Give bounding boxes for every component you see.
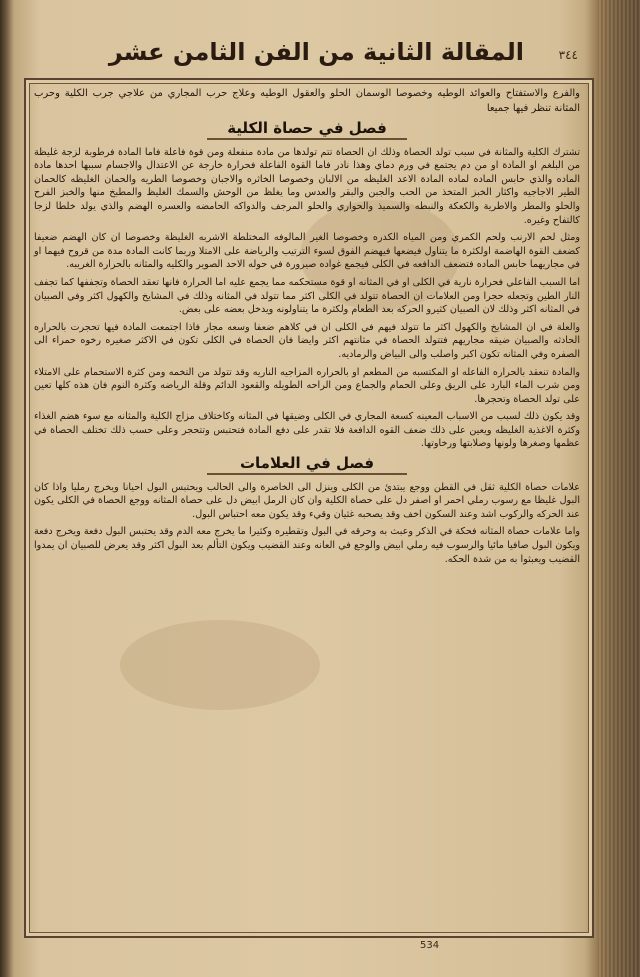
page-number: 534 [420,940,440,951]
paragraph: والعلة في ان المشايخ والكهول اكثر ما تتولد فيهم في الكلى ان في كلاهم ضعفا وسعه مجار فاذا اجتمعت المادة فيها تحجرت بالحراره الحادثه والصبيان ضيقه مجاريهم فتتولد الحصاة في مثانتهم اكثر وايضا فان الحصاة في الكلى تكون في الاكثر صغيره رخوه حمراء الى الصفره وفي المثانه تكون اكبر واصلب والى البياض والرماديه. [34,321,580,360]
title-underline [207,473,407,475]
paragraph: اما السبب الفاعلي فحرارة نارية في الكلى او في المثانه او قوة مستحكمه مما يجمع عليه اما الحرارة فانها تعقد الحصاة وتجففها كما تجفف النار الطين وتجعله حجرا ومن العلامات ان الحصاة تتولد في الكلى اكثر مما تتولد في المثانه وذلك في المشايخ والكهول اكثر وفي الصبيان في المثانه اكثر وذلك لان الصبيان كثيرو الحركه بعد الطعام ولكثرة ما يتناولونه ويدخل بعضه على بعض. [34,276,580,316]
paragraph: ومثل لحم الارنب ولحم الكمري ومن المياه الكدره وخصوصا الغير المالوفه المختلطة الاشربه الغليظة وخصوصا ان كان الهضم ضعيفا كضعف القوة الهاضمة اولكثرة ما يتناول فيضعها فيهضم الفوق لسوء الترتيب والرياضة على الامتلا وربما كانت المادة مدة من قروح فيهما او في مجاريهما حابس الماده فتضعف الدافعه في الكلى فيجمع غواده صيرورة في حوله الاحد الصوير والكليه والمثانه بالحرارة الغريبه. [34,232,580,271]
section-title-text: فصل في حصاة الكلية [227,119,387,137]
running-title: المقالة الثانية من الفن الثامن عشر [108,38,524,66]
paragraph: والمادة تنعقد بالحراره الفاعله او المكتسبه من المطعم او بالحراره المزاجيه الناريه وقد تتولد من التخمه ومن كثرة الاستحمام على الامتلاء ومن شرب الماء البارد على الريق وعلى الحمام والجماع ومن الراحه الطويله والقعود الدائم وقلة الرياضه وكثرة النوم فان هذه كلها تعين على تولد الحصاة وتحجرها. [34,366,580,405]
paragraph: وقد يكون ذلك لسبب من الاسباب المعينه كسعة المجاري في الكلى وضيقها في المثانه وكاختلاف مزاج الكلية والمثانه مع سوء هضم الغذاء وكثرة الاغذية الغليظه ويعين على ذلك ضعف القوه الدافعة فلا تقدر على دفع المادة فتحتبس وتتحجر وعلى حسب ذلك تختلف الحصاة في عظمها وصغرها ولونها وصلابتها ورخاوتها. [34,411,580,450]
title-underline [207,138,407,140]
section-title [34,119,580,140]
paragraph: تشترك الكلية والمثانة في سبب تولد الحصاة وذلك ان الحصاة تتم تولدها من مادة منفعلة ومن قوة فاعلة فاما المادة فرطوبة لزجة غليظة من البلغم او المادة او من دم يجتمع في ورم دماي وهذا نادر فاما القوة الفاعلة فحرارة خارجة عن الاعتدال والاجسام سببها احدها مادة الماده والذي حابس الماده لماده المادة الاعد الغليظه من الالبان وخصوصا الخاثره والاجبان وخصوصا الطريه والحمان الغليظه كالحمان الطير الاجاجيه واكثار الخبز المتخذ من الحب والجبن والبقر والعدس وما يغلظ من الوحش والسمك الغليظ والمطبخ منها والخبز الفرح والحلو والمطر والاطرية والكعكة والنبطه والسميذ والحواري والحلو المرجف والدواكه الحامضه والعسره الهضم والذي يولد خلطا لزجا كالتفاح وغيره. [34,146,580,226]
paragraph: واما علامات حصاة المثانه فحكة في الذكر وعبث به وحرقه في البول وتقطيره وكثيرا ما يخرج معه الدم وقد يحتبس البول دفعة ويخرج دفعة ويكون البول صافيا مائيا والرسوب فيه رملي ابيض والوجع في العانه وعند القضيب ويكون التألم بعد البول اكثر وقد يعرض للصبيان ان يمدوا القضيب ويعبثوا به من شدة الحكه. [34,526,580,565]
section-title [34,454,580,475]
folio-number: ٣٤٤ [558,48,578,62]
section-title-text: فصل في العلامات [239,454,375,473]
intro-text: والفرع والاستفتاح والعوائد الوطيه وخصوصا الوسمان الحلو والعقول الوطيه وعلاج حرب المجاري من علاجي جرب الكلية وحرب المثانة تنظر فيها جميعا [34,88,580,114]
paragraph: علامات حصاة الكلية ثقل في القطن ووجع يبتدئ من الكلى وينزل الى الخاصرة والى الحالب ويحتبس البول احيانا ويخرج رمليا واذا كان البول غليظا مع رسوب رملي احمر او اصفر دل على حصاة الكلية وان كان الرمل ابيض دل على حصاة المثانه ووجع الحصاة في الكلى يكون عند الحركه والركوب اشد وعند السكون اخف وقد يصحبه غثيان وقيء وقد يكون معه احتباس البول. [34,481,580,520]
page-edges [598,0,640,977]
text-column [34,86,580,926]
page-header [32,34,584,74]
